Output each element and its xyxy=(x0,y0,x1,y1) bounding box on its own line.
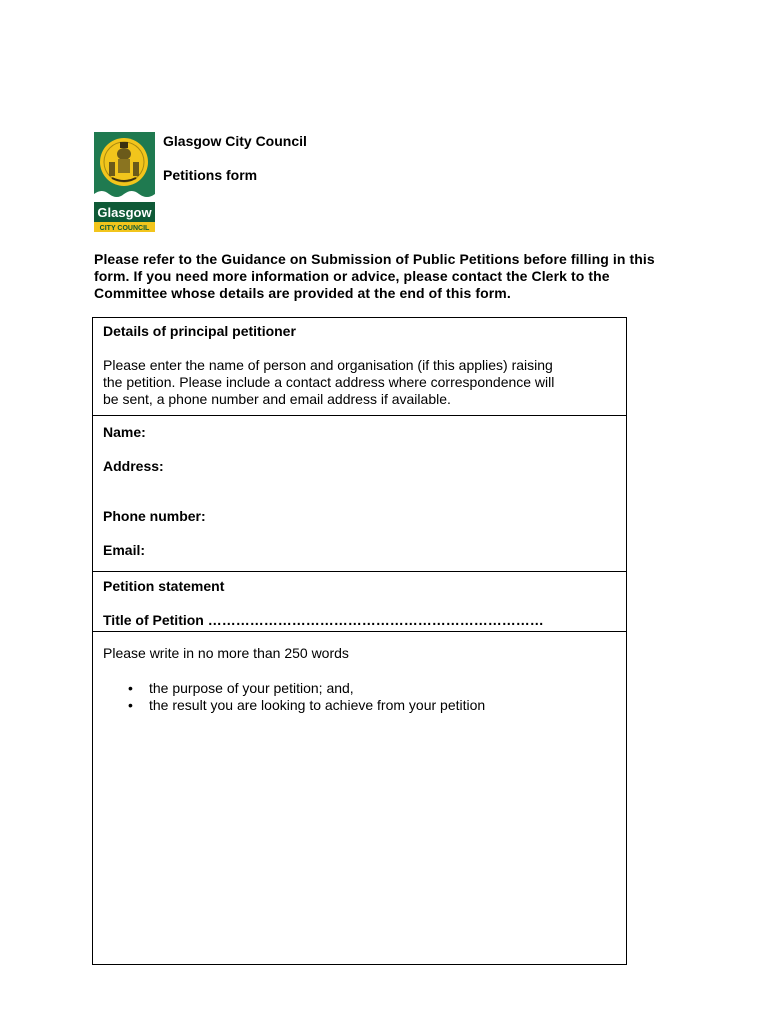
name-label: Name: xyxy=(103,424,146,440)
principal-petitioner-heading: Details of principal petitioner xyxy=(103,323,296,339)
bullet-marker: • xyxy=(128,680,133,696)
petition-body-section[interactable] xyxy=(93,631,626,964)
bullet-item xyxy=(103,697,485,714)
logo-subtext: CITY COUNCIL xyxy=(99,225,150,232)
principal-petitioner-section xyxy=(93,318,626,415)
contact-details-section[interactable] xyxy=(93,415,626,572)
bullet-list xyxy=(103,680,485,714)
logo-wordmark: Glasgow xyxy=(97,205,152,220)
instruction-line-2: the petition. Please include a contact address where correspondence will xyxy=(103,374,555,390)
petition-title-field[interactable]: Title of Petition ……………………………………………………………… xyxy=(103,612,544,628)
glasgow-city-council-logo xyxy=(94,132,155,232)
bullet-item xyxy=(103,680,485,697)
petition-statement-heading: Petition statement xyxy=(103,578,225,594)
instruction-line-1: Please enter the name of person and organisation (if this applies) raising xyxy=(103,357,553,373)
bullet-text: the purpose of your petition; and, xyxy=(149,680,354,696)
petition-statement-section xyxy=(93,571,626,632)
email-label: Email: xyxy=(103,542,146,558)
organisation-name: Glasgow City Council xyxy=(163,133,307,149)
phone-number-label: Phone number: xyxy=(103,508,206,524)
intro-text: Please refer to the Guidance on Submission of Public Petitions before filling in this form. If you need more information or advice, please contact the Clerk to the Committee whose details are provided at the end of this form. xyxy=(94,251,655,301)
bullet-text: the result you are looking to achieve from your petition xyxy=(149,697,486,713)
word-limit-instruction: Please write in no more than 250 words xyxy=(103,645,349,661)
address-label: Address: xyxy=(103,458,164,474)
petition-form xyxy=(92,317,627,965)
bullet-marker: • xyxy=(128,697,133,713)
instruction-line-3: be sent, a phone number and email address if available. xyxy=(103,391,451,407)
form-title: Petitions form xyxy=(163,167,258,183)
